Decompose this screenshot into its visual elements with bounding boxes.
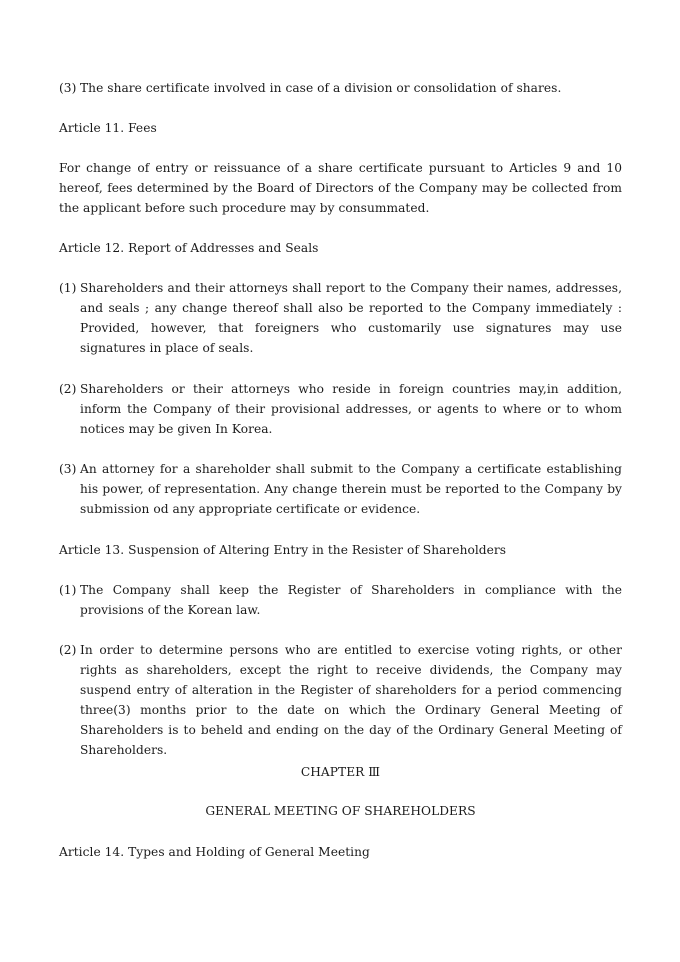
intro-list-item xyxy=(59,78,622,98)
article-12-item-2 xyxy=(59,379,622,439)
article-13-item-1 xyxy=(59,580,622,620)
article-11-heading: Article 11. Fees xyxy=(59,121,157,135)
item-number: (1) xyxy=(59,281,77,295)
item-text: An attorney for a shareholder shall submit to the Company a certificate establishing his power, of representation. Any change therein must be reported to the Company by submission od any appropriate certificate or evidence. xyxy=(80,462,622,516)
article-12-item-1 xyxy=(59,278,622,358)
article-12-heading: Article 12. Report of Addresses and Seals xyxy=(59,241,319,255)
article-13-heading: Article 13. Suspension of Altering Entry in the Resister of Shareholders xyxy=(59,543,507,557)
item-text: In order to determine persons who are entitled to exercise voting rights, or other rights as shareholders, except the right to receive dividends, the Company may suspend entry of alteration in the Register of shareholders for a period commencing three(3) months prior to the date on which the Ordinary General Meeting of Shareholders is to beheld and ending on the day of the Ordinary General Meeting of Shareholders. xyxy=(80,643,622,757)
item-number: (3) xyxy=(59,81,77,95)
item-number: (1) xyxy=(59,583,77,597)
chapter-title: CHAPTER Ⅲ xyxy=(300,765,381,779)
article-12-item-3 xyxy=(59,459,622,519)
article-13-item-2 xyxy=(59,640,622,760)
item-number: (2) xyxy=(59,382,77,396)
item-text: The Company shall keep the Register of Shareholders in compliance with the provisions of the Korean law. xyxy=(80,583,622,617)
item-number: (2) xyxy=(59,643,77,657)
item-number: (3) xyxy=(59,462,77,476)
article-11-body: For change of entry or reissuance of a share certificate pursuant to Articles 9 and 10 hereof, fees determined by the Board of Directors of the Company may be collected from the applicant before such procedure may by consummated. xyxy=(59,161,622,215)
item-text: Shareholders and their attorneys shall report to the Company their names, addresses, and seals ; any change thereof shall also be reported to the Company immediately : Provided, however, that foreigners who customarily use signatures may use signatures in place of seals. xyxy=(80,281,622,355)
item-text: Shareholders or their attorneys who reside in foreign countries may,in addition, inform the Company of their provisional addresses, or agents to where or to whom notices may be given In Korea. xyxy=(80,382,622,436)
article-14-heading: Article 14. Types and Holding of General Meeting xyxy=(59,845,370,859)
chapter-subtitle: GENERAL MEETING OF SHAREHOLDERS xyxy=(205,804,476,818)
item-text: The share certificate involved in case of a division or consolidation of shares. xyxy=(80,81,562,95)
